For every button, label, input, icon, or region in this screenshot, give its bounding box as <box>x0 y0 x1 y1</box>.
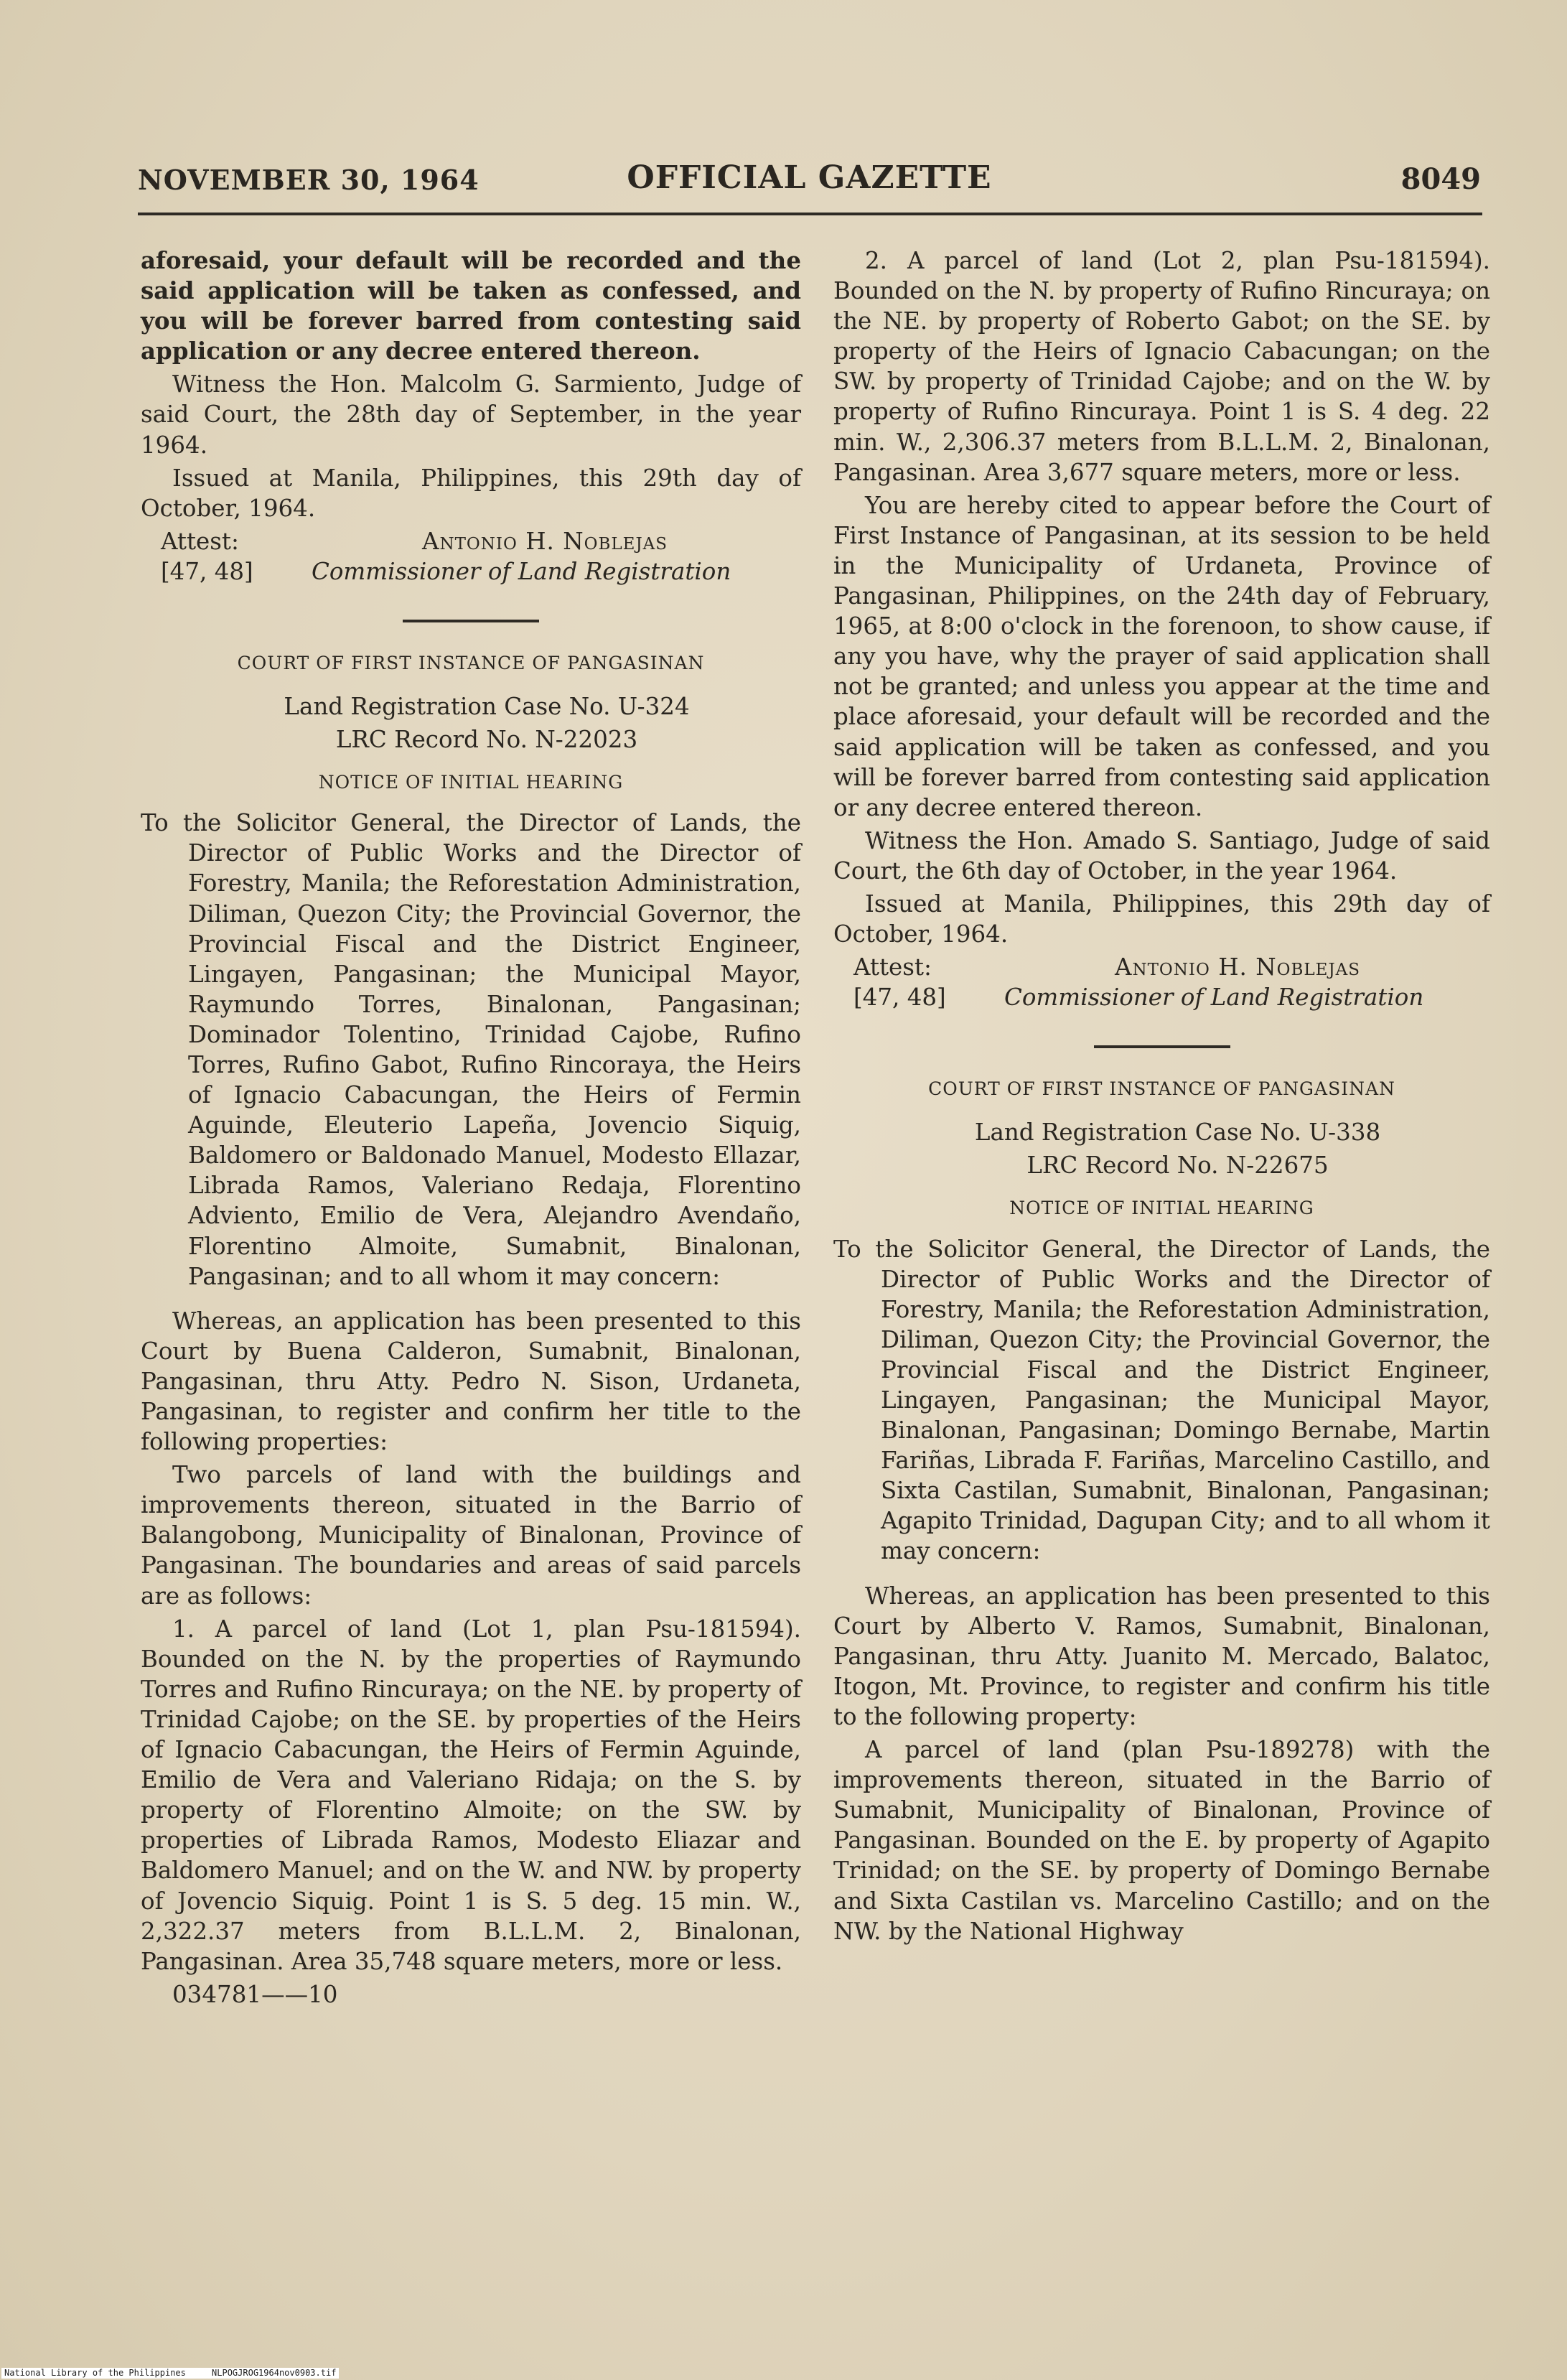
attest-name: Antonio H. Noblejas <box>1115 953 1361 981</box>
section-divider <box>1094 1045 1230 1048</box>
page-header <box>138 159 1481 202</box>
intro-paragraph: aforesaid, your default will be recorded and the said application will be taken as confessed, and you will be forever barred from contesting said application or any decree entered thereon. <box>141 246 801 365</box>
left-column <box>141 246 801 2012</box>
job-number: 034781——10 <box>172 1980 338 2008</box>
page-number: 8049 <box>1400 162 1481 196</box>
issued-paragraph: Issued at Manila, Philippines, this 29th day of October, 1964. <box>141 464 801 522</box>
issued-paragraph: Issued at Manila, Philippines, this 29th day of October, 1964. <box>833 890 1490 948</box>
attestation <box>141 526 801 587</box>
header-rule <box>138 213 1482 215</box>
attest-label: Attest: <box>161 527 239 555</box>
whereas-paragraph: Whereas, an application has been presented to this Court by Buena Calderon, Sumabnit, Binalonan, Pangasinan, thru Atty. Pedro N. Sison, Urdaneta, Pangasinan, to register and confirm her title to the following properties: <box>141 1307 801 1456</box>
parcel-1-paragraph: 1. A parcel of land (Lot 1, plan Psu-181594). Bounded on the N. by the properties of Raymundo Torres and Rufino Rincuraya; on the NE. by property of Trinidad Cajobe; on the SE. by properties of the Heirs of Ignacio Cabacungan, the Heirs of Fermin Aguinde, Emilio de Vera and Valeriano Ridaja; on the S. by property of Florentino Almoite; on the SW. by properties of Librada Ramos, Modesto Eliazar and Baldomero Manuel; and on the W. and NW. by property of Jovencio Siquig. Point 1 is S. 5 deg. 15 min. W., 2,322.37 meters from B.L.L.M. 2, Binalonan, Pangasinan. Area 35,748 square meters, more or less. <box>141 1615 801 1975</box>
attest-label: Attest: <box>853 953 932 981</box>
whereas-paragraph: Whereas, an application has been presented to this Court by Alberto V. Ramos, Sumabnit, Binalonan, Pangasinan, thru Atty. Juanito M. Mercado, Balatoc, Itogon, Mt. Province, to register and confirm his title to the following property: <box>833 1582 1490 1730</box>
lrc-record: LRC Record No. N-22023 <box>335 726 638 754</box>
notice-heading: NOTICE OF INITIAL HEARING <box>318 772 624 793</box>
court-heading: COURT OF FIRST INSTANCE OF PANGASINAN <box>928 1078 1395 1100</box>
section-divider <box>403 620 539 622</box>
issue-date: NOVEMBER 30, 1964 <box>138 164 480 196</box>
attestation <box>833 952 1490 1012</box>
attest-reference: [47, 48] <box>161 557 253 585</box>
addressees-paragraph: To the Solicitor General, the Director of Lands, the Director of Public Works and the Director of Forestry, Manila; the Reforestation Administration, Diliman, Quezon City; the Provincial Governor, the Provincial Fiscal and the District Engineer, Lingayen, Pangasinan; the Municipal Mayor, Raymundo Torres, Binalonan, Pangasinan; Dominador Tolentino, Trinidad Cajobe, Rufino Torres, Rufino Gabot, Rufino Rincoraya, the Heirs of Ignacio Cabacungan, the Heirs of Fermin Aguinde, Eleuterio Lapeña, Jovencio Siquig, Baldomero or Baldonado Manuel, Modesto Ellazar, Librada Ramos, Valeriano Redaja, Florentino Adviento, Emilio de Vera, Alejandro Avendaño, Florentino Almoite, Sumabnit, Binalonan, Pangasinan; and to all whom it may concern: <box>141 809 801 1290</box>
attest-reference: [47, 48] <box>853 984 946 1012</box>
lrc-record: LRC Record No. N-22675 <box>1026 1152 1329 1180</box>
parcel-2-paragraph: 2. A parcel of land (Lot 2, plan Psu-181594). Bounded on the N. by property of Rufino Rincuraya; on the NE. by property of Roberto Gabot; on the SE. by property of the Heirs of Ignacio Cabacungan; on the SW. by property of Trinidad Cajobe; and on the W. by property of Rufino Rincuraya. Point 1 is S. 4 deg. 22 min. W., 2,306.37 meters from B.L.L.M. 2, Binalonan, Pangasinan. Area 3,677 square meters, more or less. <box>833 247 1490 486</box>
scan-footer <box>1 2368 339 2379</box>
witness-paragraph: Witness the Hon. Malcolm G. Sarmiento, Judge of said Court, the 28th day of September, in the year 1964. <box>141 370 801 459</box>
case-number: Land Registration Case No. U-324 <box>284 692 690 720</box>
footer-filename: NLPOGJROG1964nov0903.tif <box>212 2368 337 2378</box>
attest-title: Commissioner of Land Registration <box>312 557 731 585</box>
parcel-paragraph: A parcel of land (plan Psu-189278) with the improvements thereon, situated in the Barrio of Sumabnit, Municipality of Binalonan, Province of Pangasinan. Bounded on the E. by property of Agapito Trinidad; on the SE. by property of Domingo Bernabe and Sixta Castilan vs. Marcelino Castillo; and on the NW. by the National Highway <box>833 1736 1490 1945</box>
attest-title: Commissioner of Land Registration <box>1004 984 1424 1012</box>
witness-paragraph: Witness the Hon. Amado S. Santiago, Judge of said Court, the 6th day of October, in the year 1964. <box>833 826 1490 885</box>
parcels-paragraph: Two parcels of land with the buildings and improvements thereon, situated in the Barrio of Balangobong, Municipality of Binalonan, Province of Pangasinan. The boundaries and areas of said parcels are as follows: <box>141 1461 801 1610</box>
right-column <box>833 246 1490 1949</box>
addressees-paragraph: To the Solicitor General, the Director of Lands, the Director of Public Works and the Director of Forestry, Manila; the Reforestation Administration, Diliman, Quezon City; the Provincial Governor, the Provincial Fiscal and the District Engineer, Lingayen, Pangasinan; the Municipal Mayor, Binalonan, Pangasinan; Domingo Bernabe, Martin Fariñas, Librada F. Fariñas, Marcelino Castillo, and Sixta Castilan, Sumabnit, Binalonan, Pangasinan; Agapito Trinidad, Dagupan City; and to all whom it may concern: <box>833 1235 1490 1565</box>
court-heading: COURT OF FIRST INSTANCE OF PANGASINAN <box>237 652 705 673</box>
case-number: Land Registration Case No. U-338 <box>974 1119 1381 1147</box>
footer-source: National Library of the Philippines <box>4 2368 186 2378</box>
publication-title: OFFICIAL GAZETTE <box>627 159 992 196</box>
cited-paragraph: You are hereby cited to appear before the Court of First Instance of Pangasinan, at its session to be held in the Municipality of Urdaneta, Province of Pangasinan, Philippines, on the 24th day of February, 1965, at 8:00 o'clock in the forenoon, to show cause, if any you have, why the prayer of said application shall not be granted; and unless you appear at the time and place aforesaid, your default will be recorded and the said application will be taken as confessed, and you will be forever barred from contesting said application or any decree entered thereon. <box>833 491 1490 821</box>
attest-name: Antonio H. Noblejas <box>422 527 668 555</box>
notice-heading: NOTICE OF INITIAL HEARING <box>1009 1198 1314 1219</box>
